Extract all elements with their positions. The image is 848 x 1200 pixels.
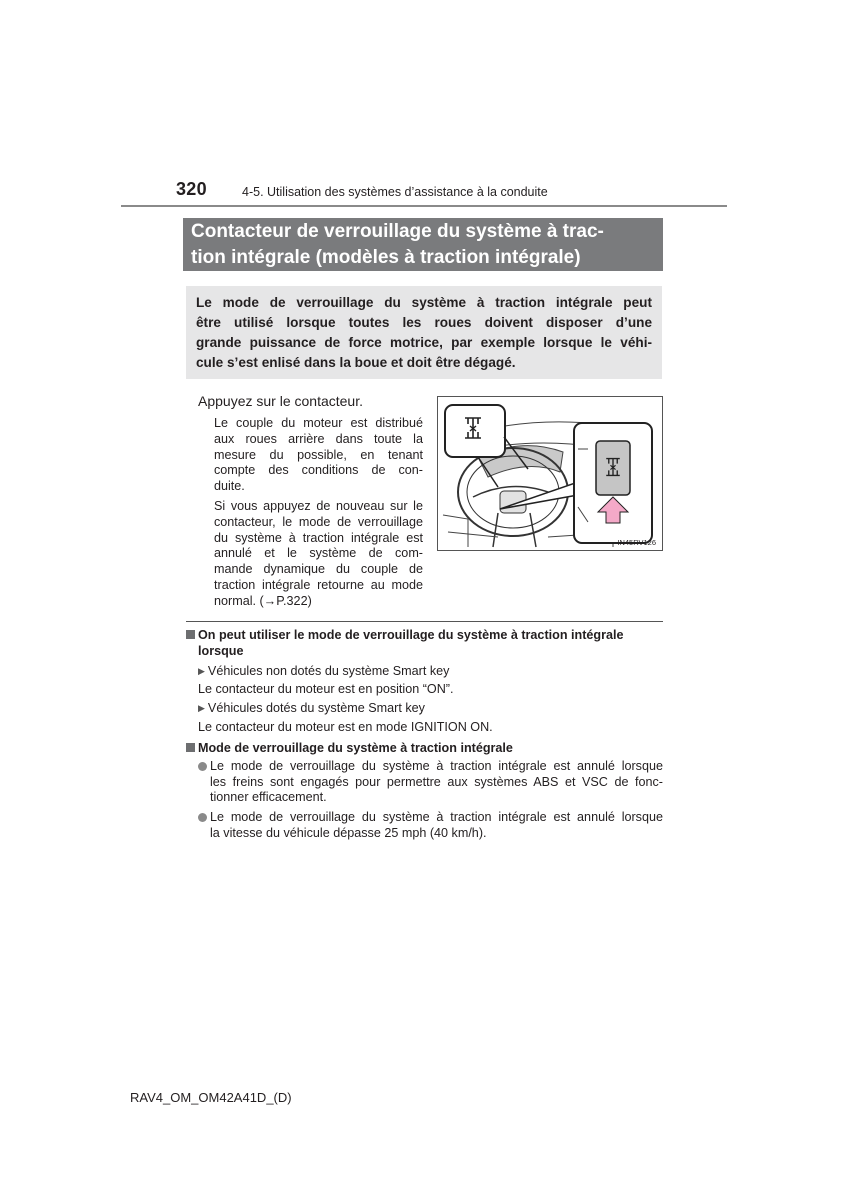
bullet-line: Le mode de verrouillage du système à traction intégrale est annulé lorsque xyxy=(210,758,663,773)
awd-lock-icon xyxy=(602,455,624,479)
heading-text-continued: lorsque xyxy=(198,643,244,658)
page-number: 320 xyxy=(176,179,207,199)
intro-line2: être utilisé lorsque toutes les roues doivent disposer d’une xyxy=(196,315,652,330)
dashboard-illustration xyxy=(437,396,663,551)
section-title xyxy=(183,218,663,271)
bullet-text xyxy=(210,759,663,806)
bullet-line: la vitesse du véhicule dépasse 25 mph (40 km/h). xyxy=(210,825,487,840)
cancel-line: mande dynamique du couple de xyxy=(214,562,423,577)
round-bullet-icon xyxy=(198,762,207,771)
usage-conditions-section xyxy=(186,628,666,736)
square-bullet-icon xyxy=(186,630,195,639)
intro-line1: Le mode de verrouillage du système à traction intégrale peut xyxy=(196,295,652,310)
usage-conditions-heading xyxy=(186,628,666,644)
bullet-item xyxy=(198,759,663,806)
heading-text: On peut utiliser le mode de verrouillage du système à traction intégrale xyxy=(198,628,624,642)
bullet-line: tionner efficacement. xyxy=(210,790,327,805)
cancel-line: contacteur, le mode de verrouillage xyxy=(214,514,423,529)
torque-line: duite. xyxy=(214,479,245,494)
round-bullet-icon xyxy=(198,813,207,822)
figure-code: IN45RV126 xyxy=(617,538,656,547)
condition-text: Le contacteur du moteur est en mode IGNITION ON. xyxy=(198,719,493,734)
bullet-text xyxy=(210,810,663,842)
intro-line4: cule s’est enlisé dans la boue et doit être dégagé. xyxy=(196,355,516,370)
cancel-line: du système à traction intégrale est xyxy=(214,530,423,545)
torque-paragraph xyxy=(214,416,423,495)
torque-line: Le couple du moteur est distribué xyxy=(214,416,423,430)
header-rule xyxy=(121,205,727,207)
cancel-line: Si vous appuyez de nouveau sur le xyxy=(214,499,423,513)
condition-label xyxy=(198,701,666,717)
awd-lock-icon xyxy=(460,415,486,441)
instruction-text: Appuyez sur le contacteur. xyxy=(198,393,363,409)
bullet-item xyxy=(198,810,663,842)
cancel-line: traction intégrale retourne au mode xyxy=(214,577,423,592)
condition-label-text: Véhicules non dotés du système Smart key xyxy=(207,663,450,678)
torque-line: aux roues arrière dans toute la xyxy=(214,431,423,446)
torque-line: compte des conditions de con- xyxy=(214,463,423,478)
section-title-line2: tion intégrale (modèles à traction intégrale) xyxy=(191,247,581,268)
condition-label-text: Véhicules dotés du système Smart key xyxy=(207,701,425,716)
torque-line: mesure du possible, en tenant xyxy=(214,447,423,462)
intro-line3: grande puissance de force motrice, par exemple lorsque le véhi- xyxy=(196,335,652,350)
triangle-bullet-icon: ▶ xyxy=(198,665,205,676)
footer-code: RAV4_OM_OM42A41D_(D) xyxy=(130,1090,292,1105)
lock-mode-heading xyxy=(186,741,663,757)
square-bullet-icon xyxy=(186,743,195,752)
divider xyxy=(186,621,663,622)
section-title-line1: Contacteur de verrouillage du système à trac- xyxy=(191,221,604,242)
bullet-line: les freins sont engagés pour permettre aux systèmes ABS et VSC de fonc- xyxy=(210,774,663,789)
lock-mode-section xyxy=(186,741,663,842)
cancel-paragraph xyxy=(214,499,423,610)
cancel-line: normal. (→P.322) xyxy=(214,593,312,608)
intro-box xyxy=(186,286,662,379)
bullet-line: Le mode de verrouillage du système à traction intégrale est annulé lorsque xyxy=(210,810,663,825)
condition-text: Le contacteur du moteur est en position “ON”. xyxy=(198,682,454,697)
heading-text: Mode de verrouillage du système à traction intégrale xyxy=(198,741,513,755)
triangle-bullet-icon: ▶ xyxy=(198,703,205,714)
section-reference: 4-5. Utilisation des systèmes d’assistance à la conduite xyxy=(242,185,548,199)
condition-label xyxy=(198,664,666,680)
cancel-line: annulé et le système de com- xyxy=(214,546,423,561)
